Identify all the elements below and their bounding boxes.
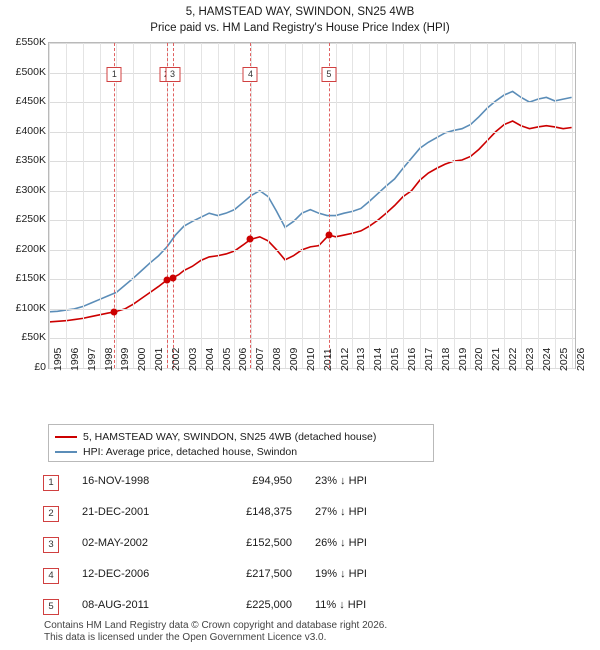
row-date: 08-AUG-2011 — [82, 599, 150, 611]
gridline-horizontal — [49, 220, 575, 221]
gridline-horizontal — [49, 102, 575, 103]
gridline-horizontal — [49, 161, 575, 162]
row-index-badge: 4 — [43, 568, 59, 584]
legend-swatch-hpi — [55, 451, 77, 453]
row-hpi-delta: 11% ↓ HPI — [315, 599, 367, 611]
footer-attribution — [44, 620, 584, 644]
x-axis-tick-label: 2006 — [237, 347, 250, 371]
x-axis-tick-label: 2007 — [254, 347, 267, 371]
y-axis-tick-label: £500K — [15, 65, 46, 78]
gridline-vertical — [66, 43, 67, 368]
sale-event-marker — [111, 308, 118, 315]
chart-series-svg — [49, 43, 575, 368]
row-price: £225,000 — [246, 599, 292, 611]
gridline-vertical — [504, 43, 505, 368]
x-axis-tick-label: 2018 — [439, 347, 452, 371]
x-axis-tick-label: 2019 — [456, 347, 469, 371]
row-index-badge: 3 — [43, 537, 59, 553]
sale-event-line — [250, 43, 251, 368]
gridline-vertical — [403, 43, 404, 368]
gridline-horizontal — [49, 279, 575, 280]
x-axis-tick-label: 1995 — [52, 347, 64, 371]
x-axis-tick-label: 2008 — [271, 347, 284, 371]
x-axis-tick-label: 1998 — [102, 347, 115, 371]
legend-label-hpi: HPI: Average price, detached house, Swindon — [83, 445, 298, 458]
y-axis-tick-label: £550K — [15, 36, 46, 48]
price-chart-plot — [48, 42, 576, 369]
x-axis-tick-label: 2003 — [186, 347, 199, 371]
chart-legend — [48, 424, 434, 462]
gridline-vertical — [352, 43, 353, 368]
sale-event-badge[interactable]: 3 — [165, 67, 180, 82]
page-title — [0, 4, 600, 36]
x-axis-tick-label: 2012 — [338, 347, 351, 371]
gridline-vertical — [454, 43, 455, 368]
row-hpi-delta: 19% ↓ HPI — [315, 568, 367, 580]
y-axis-tick-label: £400K — [15, 124, 46, 137]
gridline-horizontal — [49, 250, 575, 251]
y-axis-tick-label: £300K — [15, 183, 46, 196]
gridline-vertical — [420, 43, 421, 368]
gridline-vertical — [319, 43, 320, 368]
gridline-horizontal — [49, 309, 575, 310]
title-line-2: Price paid vs. HM Land Registry's House Price Index (HPI) — [150, 22, 450, 34]
row-hpi-delta: 23% ↓ HPI — [315, 475, 367, 487]
x-axis-tick-label: 1996 — [68, 347, 81, 371]
x-axis-tick-label: 2011 — [321, 348, 334, 371]
gridline-vertical — [555, 43, 556, 368]
x-axis-tick-label: 2000 — [136, 347, 149, 371]
row-date: 12-DEC-2006 — [82, 568, 150, 580]
x-axis-tick-label: 2010 — [304, 347, 317, 371]
sale-event-line — [167, 43, 168, 368]
gridline-horizontal — [49, 43, 575, 44]
sale-event-badge[interactable]: 5 — [321, 67, 336, 82]
gridline-vertical — [268, 43, 269, 368]
gridline-vertical — [49, 43, 50, 368]
table-row — [40, 470, 460, 501]
table-row — [40, 563, 460, 594]
footer-line-1: Contains HM Land Registry data © Crown copyright and database right 2026. — [44, 620, 388, 631]
x-axis-tick-label: 1999 — [119, 347, 132, 371]
y-axis-tick-label: £450K — [15, 95, 46, 108]
table-row — [40, 532, 460, 563]
row-index-badge: 1 — [43, 475, 59, 491]
gridline-vertical — [369, 43, 370, 368]
gridline-horizontal — [49, 338, 575, 339]
row-date: 21-DEC-2001 — [82, 506, 150, 518]
gridline-vertical — [150, 43, 151, 368]
gridline-vertical — [470, 43, 471, 368]
x-axis-tick-label: 2024 — [540, 347, 553, 371]
x-axis-tick-label: 1997 — [85, 347, 98, 371]
x-axis-tick-label: 2023 — [524, 347, 537, 371]
y-axis-tick-label: £250K — [15, 213, 46, 226]
x-axis-tick-label: 2021 — [490, 347, 503, 371]
gridline-vertical — [336, 43, 337, 368]
gridline-vertical — [133, 43, 134, 368]
gridline-vertical — [437, 43, 438, 368]
sale-event-marker — [169, 274, 176, 281]
sales-table — [40, 470, 460, 625]
x-axis-tick-label: 2026 — [574, 347, 587, 371]
x-axis-tick-label: 2015 — [389, 347, 402, 371]
sale-event-marker — [325, 232, 332, 239]
x-axis-tick-label: 2005 — [220, 347, 233, 371]
y-axis-tick-label: £100K — [15, 301, 46, 314]
x-axis-tick-label: 2002 — [170, 347, 182, 371]
gridline-vertical — [302, 43, 303, 368]
gridline-vertical — [184, 43, 185, 368]
series-line — [49, 121, 572, 322]
row-index-badge: 2 — [43, 506, 59, 522]
sale-event-line — [329, 43, 330, 368]
legend-item-property — [55, 430, 427, 443]
y-axis-tick-label: £50K — [21, 331, 46, 344]
gridline-vertical — [487, 43, 488, 368]
sale-event-badge[interactable]: 4 — [243, 67, 258, 82]
gridline-vertical — [386, 43, 387, 368]
row-hpi-delta: 27% ↓ HPI — [315, 506, 367, 518]
x-axis-tick-label: 2001 — [153, 347, 166, 371]
x-axis-tick-label: 2009 — [288, 347, 301, 371]
gridline-vertical — [83, 43, 84, 368]
x-axis-tick-label: 2013 — [355, 347, 368, 371]
gridline-horizontal — [49, 191, 575, 192]
legend-label-property: 5, HAMSTEAD WAY, SWINDON, SN25 4WB (detached house) — [83, 430, 377, 443]
sale-event-marker — [247, 236, 254, 243]
row-hpi-delta: 26% ↓ HPI — [315, 537, 367, 549]
row-index-badge: 5 — [43, 599, 59, 615]
gridline-vertical — [218, 43, 219, 368]
y-axis-tick-label: £150K — [15, 272, 46, 285]
title-line-1: 5, HAMSTEAD WAY, SWINDON, SN25 4WB — [185, 6, 415, 18]
row-date: 16-NOV-1998 — [82, 475, 150, 487]
x-axis-tick-label: 2014 — [372, 347, 385, 371]
x-axis-tick-label: 2022 — [507, 347, 520, 371]
legend-item-hpi — [55, 445, 427, 458]
x-axis-tick-label: 2020 — [473, 347, 486, 371]
gridline-horizontal — [49, 132, 575, 133]
gridline-vertical — [100, 43, 101, 368]
gridline-vertical — [201, 43, 202, 368]
sale-event-badge[interactable]: 1 — [107, 67, 122, 82]
row-price: £94,950 — [252, 475, 292, 487]
gridline-vertical — [572, 43, 573, 368]
gridline-vertical — [116, 43, 117, 368]
x-axis-tick-label: 2025 — [557, 347, 570, 371]
x-axis-tick-label: 2004 — [203, 347, 216, 371]
gridline-horizontal — [49, 73, 575, 74]
y-axis-tick-label: £0 — [34, 361, 46, 373]
y-axis-tick-label: £200K — [15, 242, 46, 255]
footer-line-2: This data is licensed under the Open Government Licence v3.0. — [44, 632, 327, 643]
x-axis-tick-label: 2016 — [406, 347, 419, 371]
row-price: £217,500 — [246, 568, 292, 580]
row-price: £148,375 — [246, 506, 292, 518]
legend-swatch-property — [55, 436, 77, 438]
sale-event-line — [173, 43, 174, 368]
row-price: £152,500 — [246, 537, 292, 549]
row-date: 02-MAY-2002 — [82, 537, 149, 549]
gridline-vertical — [538, 43, 539, 368]
x-axis-tick-label: 2017 — [422, 347, 435, 371]
table-row — [40, 501, 460, 532]
y-axis-tick-label: £350K — [15, 154, 46, 167]
gridline-vertical — [521, 43, 522, 368]
gridline-vertical — [234, 43, 235, 368]
gridline-vertical — [285, 43, 286, 368]
sale-event-line — [114, 43, 115, 368]
